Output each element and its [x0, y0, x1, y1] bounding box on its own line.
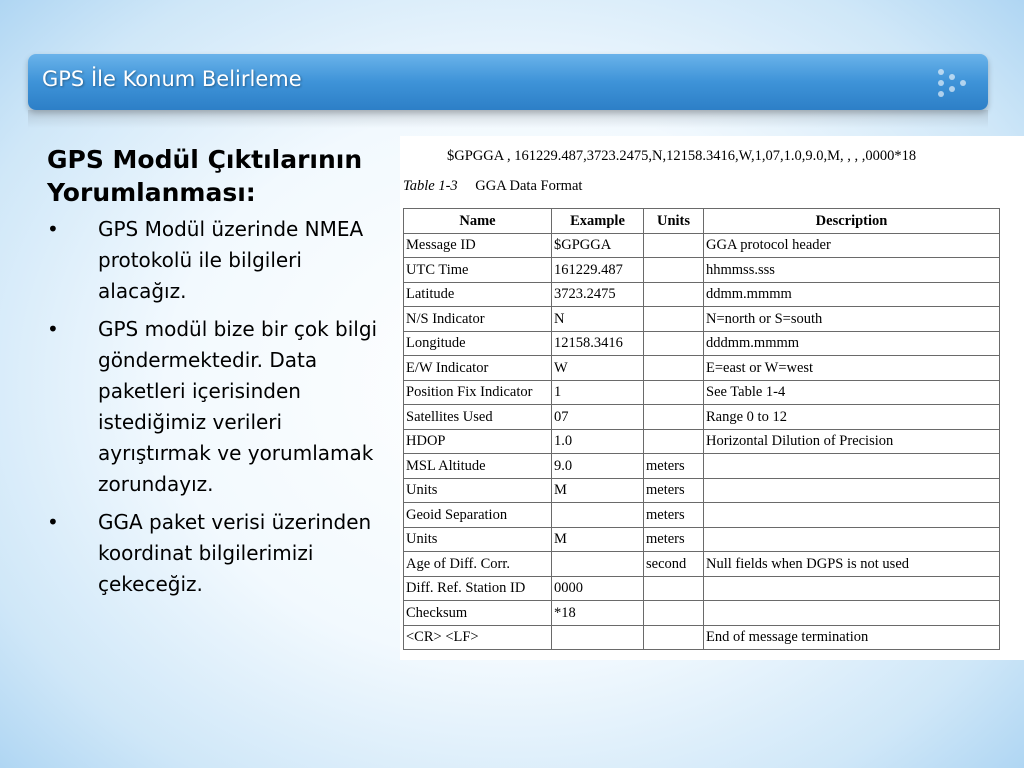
table-cell	[552, 503, 644, 528]
table-row	[404, 356, 1000, 381]
table-cell: Message ID	[404, 233, 552, 258]
table-row	[404, 503, 1000, 528]
table-cell	[704, 503, 1000, 528]
table-cell: Longitude	[404, 331, 552, 356]
table-cell: $GPGGA	[552, 233, 644, 258]
text-column	[47, 143, 387, 607]
table-row	[404, 380, 1000, 405]
table-row	[404, 601, 1000, 626]
table-cell	[644, 282, 704, 307]
table-cell: Latitude	[404, 282, 552, 307]
table-cell: UTC Time	[404, 258, 552, 283]
table-cell	[644, 356, 704, 381]
table-cell: meters	[644, 503, 704, 528]
column-header: Name	[404, 209, 552, 234]
bullet-text: GPS Modül üzerinde NMEA protokolü ile bilgileri alacağız.	[98, 217, 364, 303]
table-row	[404, 429, 1000, 454]
column-header: Units	[644, 209, 704, 234]
caption-title: GGA Data Format	[475, 178, 583, 194]
table-body	[404, 233, 1000, 650]
gga-table	[403, 208, 1000, 650]
table-cell: Satellites Used	[404, 405, 552, 430]
title-shadow	[28, 110, 988, 128]
table-row	[404, 478, 1000, 503]
table-cell: E/W Indicator	[404, 356, 552, 381]
table-cell	[552, 625, 644, 650]
bullet-list	[47, 214, 387, 600]
bullet-item	[47, 314, 387, 500]
table-cell	[704, 601, 1000, 626]
dots-decoration-icon	[936, 66, 972, 100]
table-row	[404, 331, 1000, 356]
table-cell: MSL Altitude	[404, 454, 552, 479]
table-cell: N/S Indicator	[404, 307, 552, 332]
table-cell: N	[552, 307, 644, 332]
table-cell	[644, 307, 704, 332]
table-cell	[644, 258, 704, 283]
table-cell: W	[552, 356, 644, 381]
table-cell: End of message termination	[704, 625, 1000, 650]
gga-format-image	[400, 136, 1024, 660]
table-cell	[552, 552, 644, 577]
table-row	[404, 258, 1000, 283]
table-cell: M	[552, 478, 644, 503]
table-cell: 0000	[552, 576, 644, 601]
table-cell: Range 0 to 12	[704, 405, 1000, 430]
table-cell: *18	[552, 601, 644, 626]
table-row	[404, 576, 1000, 601]
table-cell: 161229.487	[552, 258, 644, 283]
table-row	[404, 307, 1000, 332]
table-cell	[704, 454, 1000, 479]
table-cell	[644, 625, 704, 650]
bullet-text: GPS modül bize bir çok bilgi göndermektedir. Data paketleri içerisinden istediğimiz verileri ayrıştırmak ve yorumlamak zorundayız.	[98, 317, 378, 496]
table-cell: <CR> <LF>	[404, 625, 552, 650]
table-cell: meters	[644, 454, 704, 479]
table-cell: Units	[404, 527, 552, 552]
table-cell	[704, 527, 1000, 552]
table-cell: Checksum	[404, 601, 552, 626]
table-cell	[644, 233, 704, 258]
table-row	[404, 625, 1000, 650]
table-row	[404, 552, 1000, 577]
table-cell: meters	[644, 527, 704, 552]
table-header-row	[404, 209, 1000, 234]
bullet-item	[47, 214, 387, 307]
bullet-item	[47, 507, 387, 600]
table-cell: Null fields when DGPS is not used	[704, 552, 1000, 577]
bullet-icon: •	[47, 217, 59, 241]
table-cell: Position Fix Indicator	[404, 380, 552, 405]
table-cell: Geoid Separation	[404, 503, 552, 528]
table-cell	[644, 429, 704, 454]
table-cell: 1.0	[552, 429, 644, 454]
table-row	[404, 405, 1000, 430]
table-cell	[644, 576, 704, 601]
section-heading: GPS Modül Çıktılarının Yorumlanması:	[47, 145, 363, 207]
table-cell: Horizontal Dilution of Precision	[704, 429, 1000, 454]
table-caption	[403, 178, 582, 195]
table-cell: Units	[404, 478, 552, 503]
caption-number: Table 1-3	[403, 178, 458, 194]
table-cell: GGA protocol header	[704, 233, 1000, 258]
table-cell: second	[644, 552, 704, 577]
bullet-text: GGA paket verisi üzerinden koordinat bilgilerimizi çekeceğiz.	[98, 510, 372, 596]
title-bar	[28, 54, 988, 110]
table-cell: Diff. Ref. Station ID	[404, 576, 552, 601]
nmea-sentence: $GPGGA , 161229.487,3723.2475,N,12158.3416,W,1,07,1.0,9.0,M, , , ,0000*18	[447, 148, 917, 164]
table-cell: ddmm.mmmm	[704, 282, 1000, 307]
table-row	[404, 454, 1000, 479]
table-cell: meters	[644, 478, 704, 503]
table-cell: 1	[552, 380, 644, 405]
table-cell: E=east or W=west	[704, 356, 1000, 381]
table-cell	[644, 405, 704, 430]
slide-title: GPS İle Konum Belirleme	[42, 67, 302, 91]
table-row	[404, 527, 1000, 552]
table-cell	[644, 331, 704, 356]
table-cell: 07	[552, 405, 644, 430]
bullet-icon: •	[47, 510, 59, 534]
column-header: Example	[552, 209, 644, 234]
table-cell	[704, 576, 1000, 601]
table-cell: 9.0	[552, 454, 644, 479]
table-cell: Age of Diff. Corr.	[404, 552, 552, 577]
table-cell: dddmm.mmmm	[704, 331, 1000, 356]
table-cell	[644, 380, 704, 405]
table-cell	[704, 478, 1000, 503]
table-row	[404, 282, 1000, 307]
table-row	[404, 233, 1000, 258]
column-header: Description	[704, 209, 1000, 234]
table-cell: N=north or S=south	[704, 307, 1000, 332]
table-cell: hhmmss.sss	[704, 258, 1000, 283]
table-cell: HDOP	[404, 429, 552, 454]
bullet-icon: •	[47, 317, 59, 341]
table-cell: 3723.2475	[552, 282, 644, 307]
table-cell: M	[552, 527, 644, 552]
table-cell: See Table 1-4	[704, 380, 1000, 405]
table-cell: 12158.3416	[552, 331, 644, 356]
table-cell	[644, 601, 704, 626]
